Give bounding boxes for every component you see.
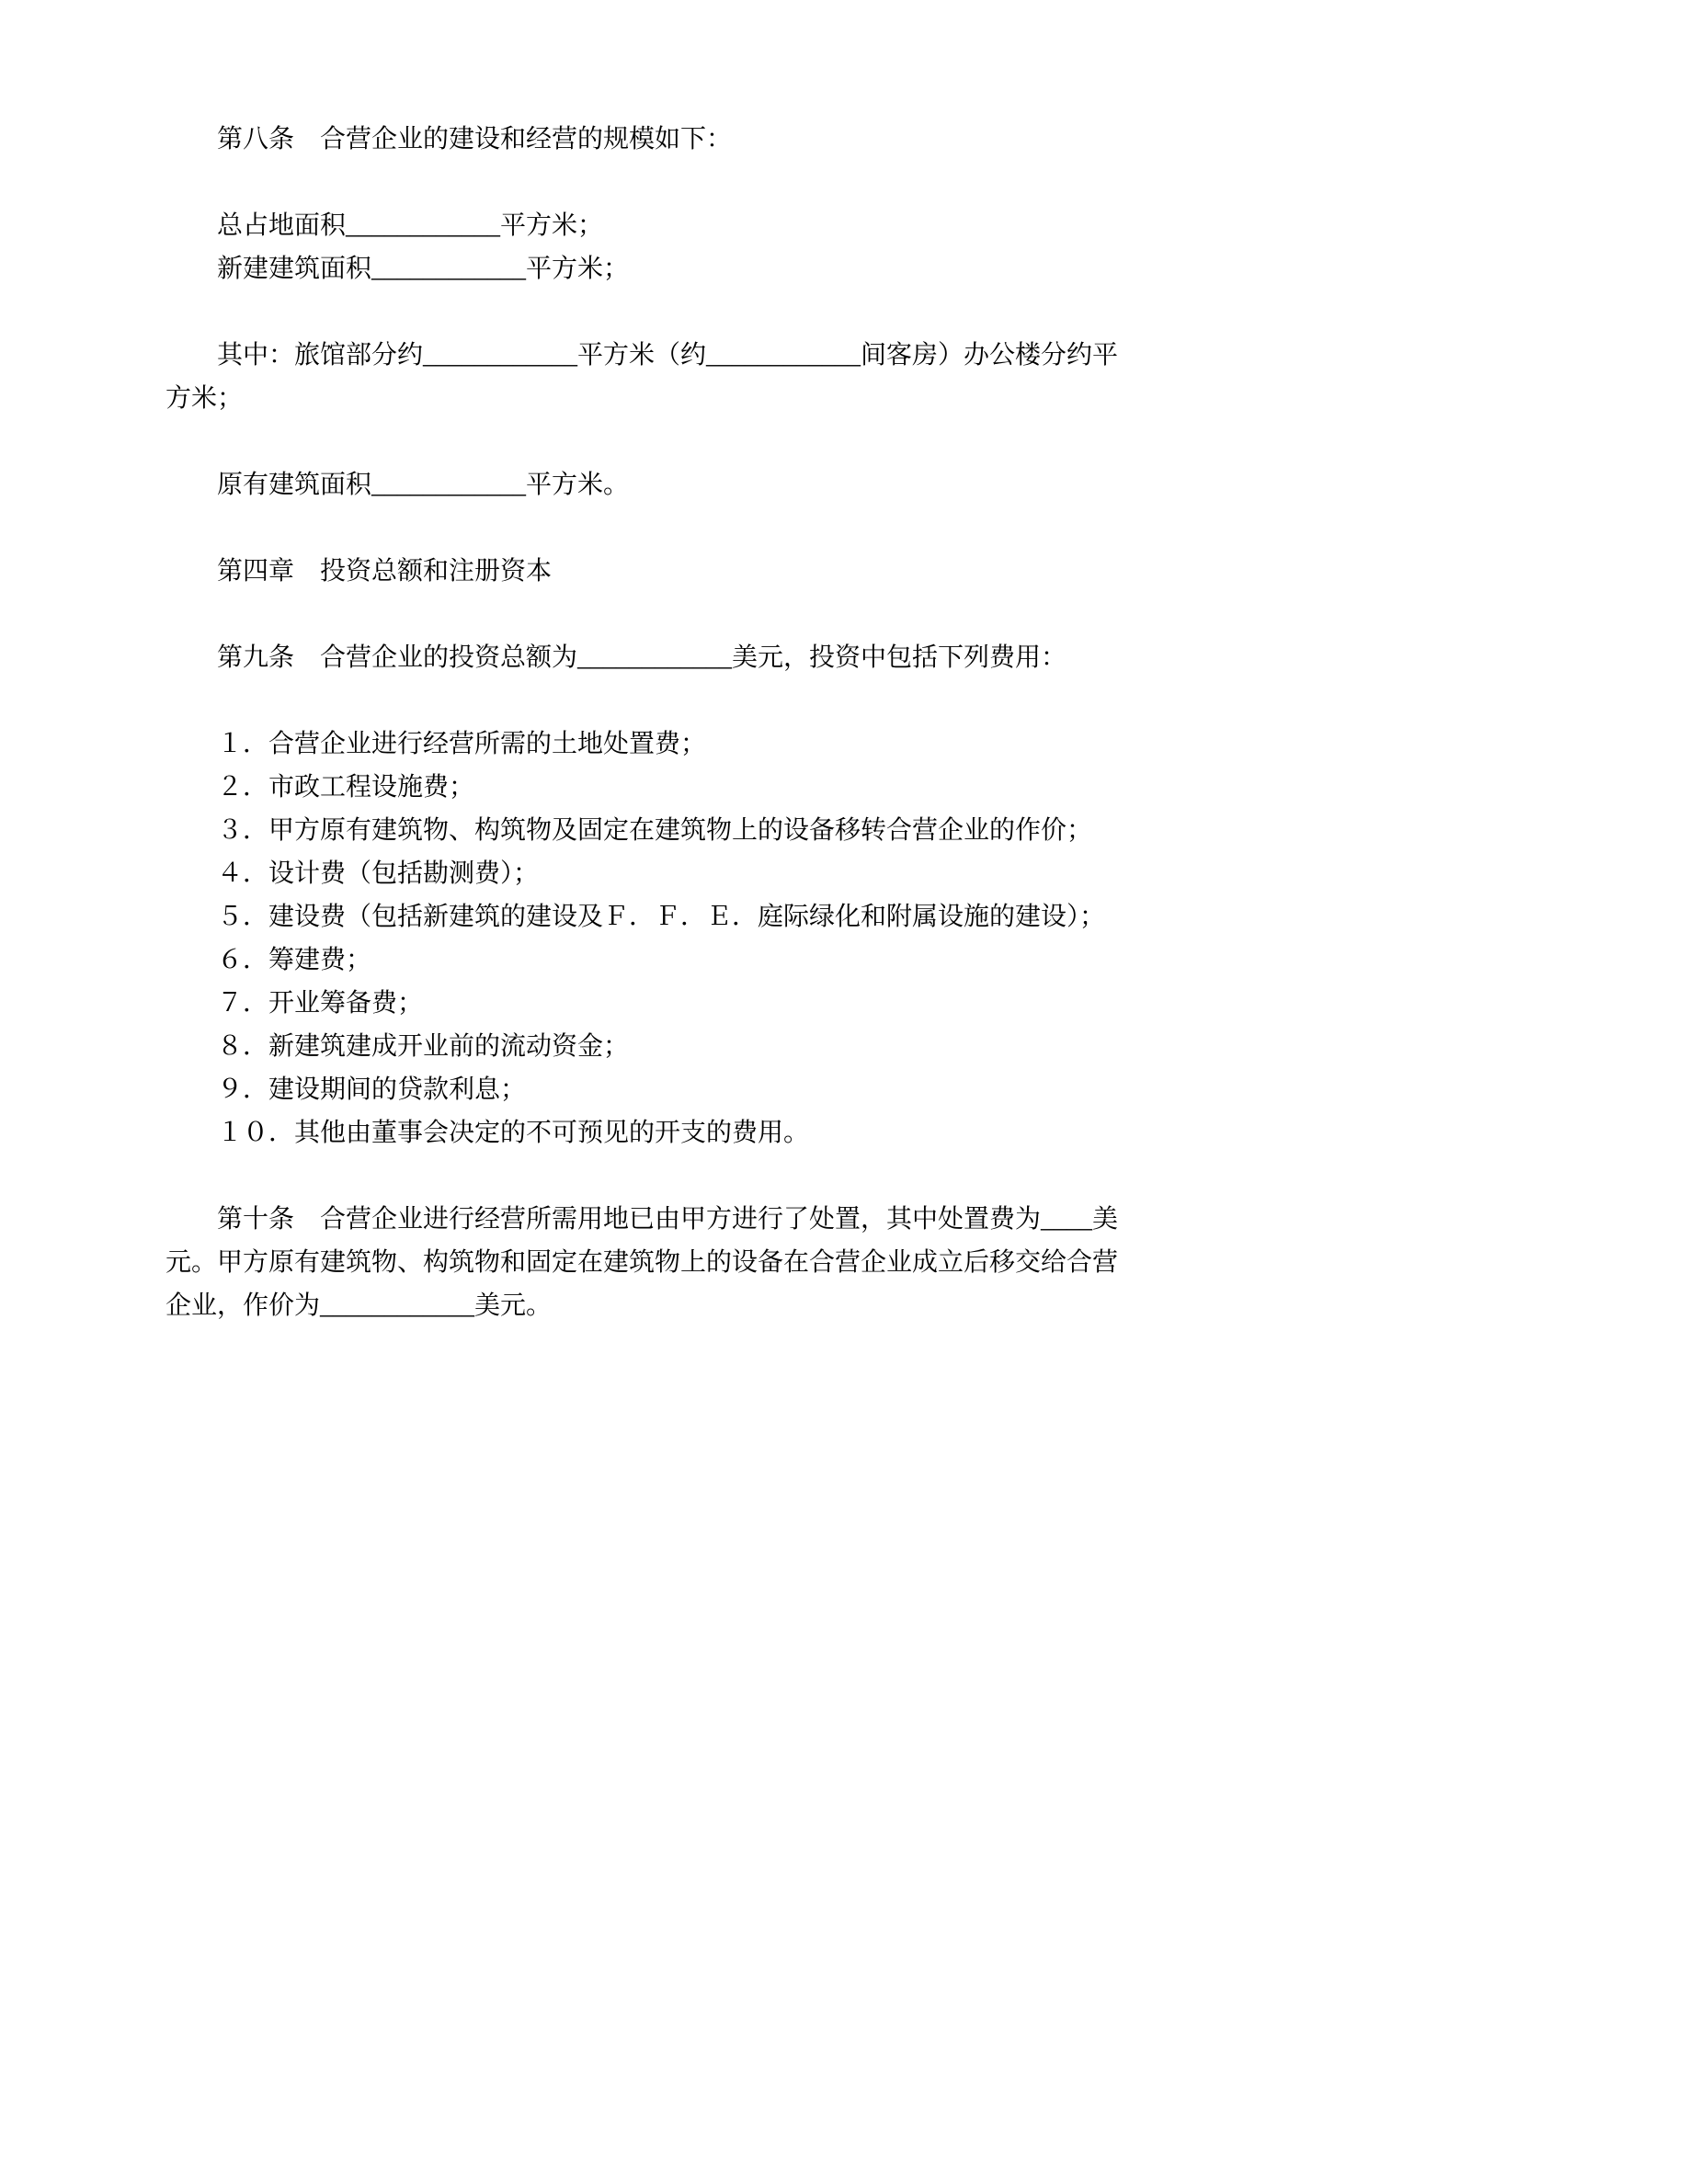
article-9-heading: 第九条 合营企业的投资总额为____________美元，投资中包括下列费用： bbox=[217, 643, 1067, 672]
cost-item-9: ９．建设期间的贷款利息； bbox=[217, 1075, 527, 1104]
cost-item-8: ８．新建筑建成开业前的流动资金； bbox=[217, 1032, 630, 1061]
article-8-heading: 第八条 合营企业的建设和经营的规模如下： bbox=[217, 125, 733, 154]
cost-item-5: ５．建设费（包括新建筑的建设及Ｆ．Ｆ．Ｅ．庭际绿化和附属设施的建设）； bbox=[217, 903, 1106, 931]
line-total-land-area: 总占地面积____________平方米； bbox=[217, 211, 604, 240]
cost-item-2: ２．市政工程设施费； bbox=[217, 773, 475, 802]
cost-item-6: ６．筹建费； bbox=[217, 946, 372, 974]
cost-item-4: ４．设计费（包括勘测费）； bbox=[217, 859, 540, 888]
cost-item-3: ３．甲方原有建筑物、构筑物及固定在建筑物上的设备移转合营企业的作价； bbox=[217, 816, 1093, 845]
line-area-breakdown: 其中：旅馆部分约____________平方米（约____________间客房）办公楼分约平方米； bbox=[165, 341, 1119, 413]
cost-item-10: １０．其他由董事会决定的不可预见的开支的费用。 bbox=[217, 1119, 810, 1147]
line-new-building-area: 新建建筑面积____________平方米； bbox=[217, 255, 630, 283]
line-original-building-area: 原有建筑面积____________平方米。 bbox=[217, 471, 630, 499]
article-10-paragraph: 第十条 合营企业进行经营所需用地已由甲方进行了处置，其中处置费为____美元。甲方原有建筑物、构筑物和固定在建筑物上的设备在合营企业成立后移交给合营企业，作价为____________美元。 bbox=[165, 1205, 1119, 1320]
document-body bbox=[165, 118, 1126, 1327]
cost-item-1: １．合营企业进行经营所需的土地处置费； bbox=[217, 730, 707, 758]
chapter-4-heading: 第四章 投资总额和注册资本 bbox=[217, 557, 553, 586]
cost-item-7: ７．开业筹备费； bbox=[217, 989, 424, 1018]
